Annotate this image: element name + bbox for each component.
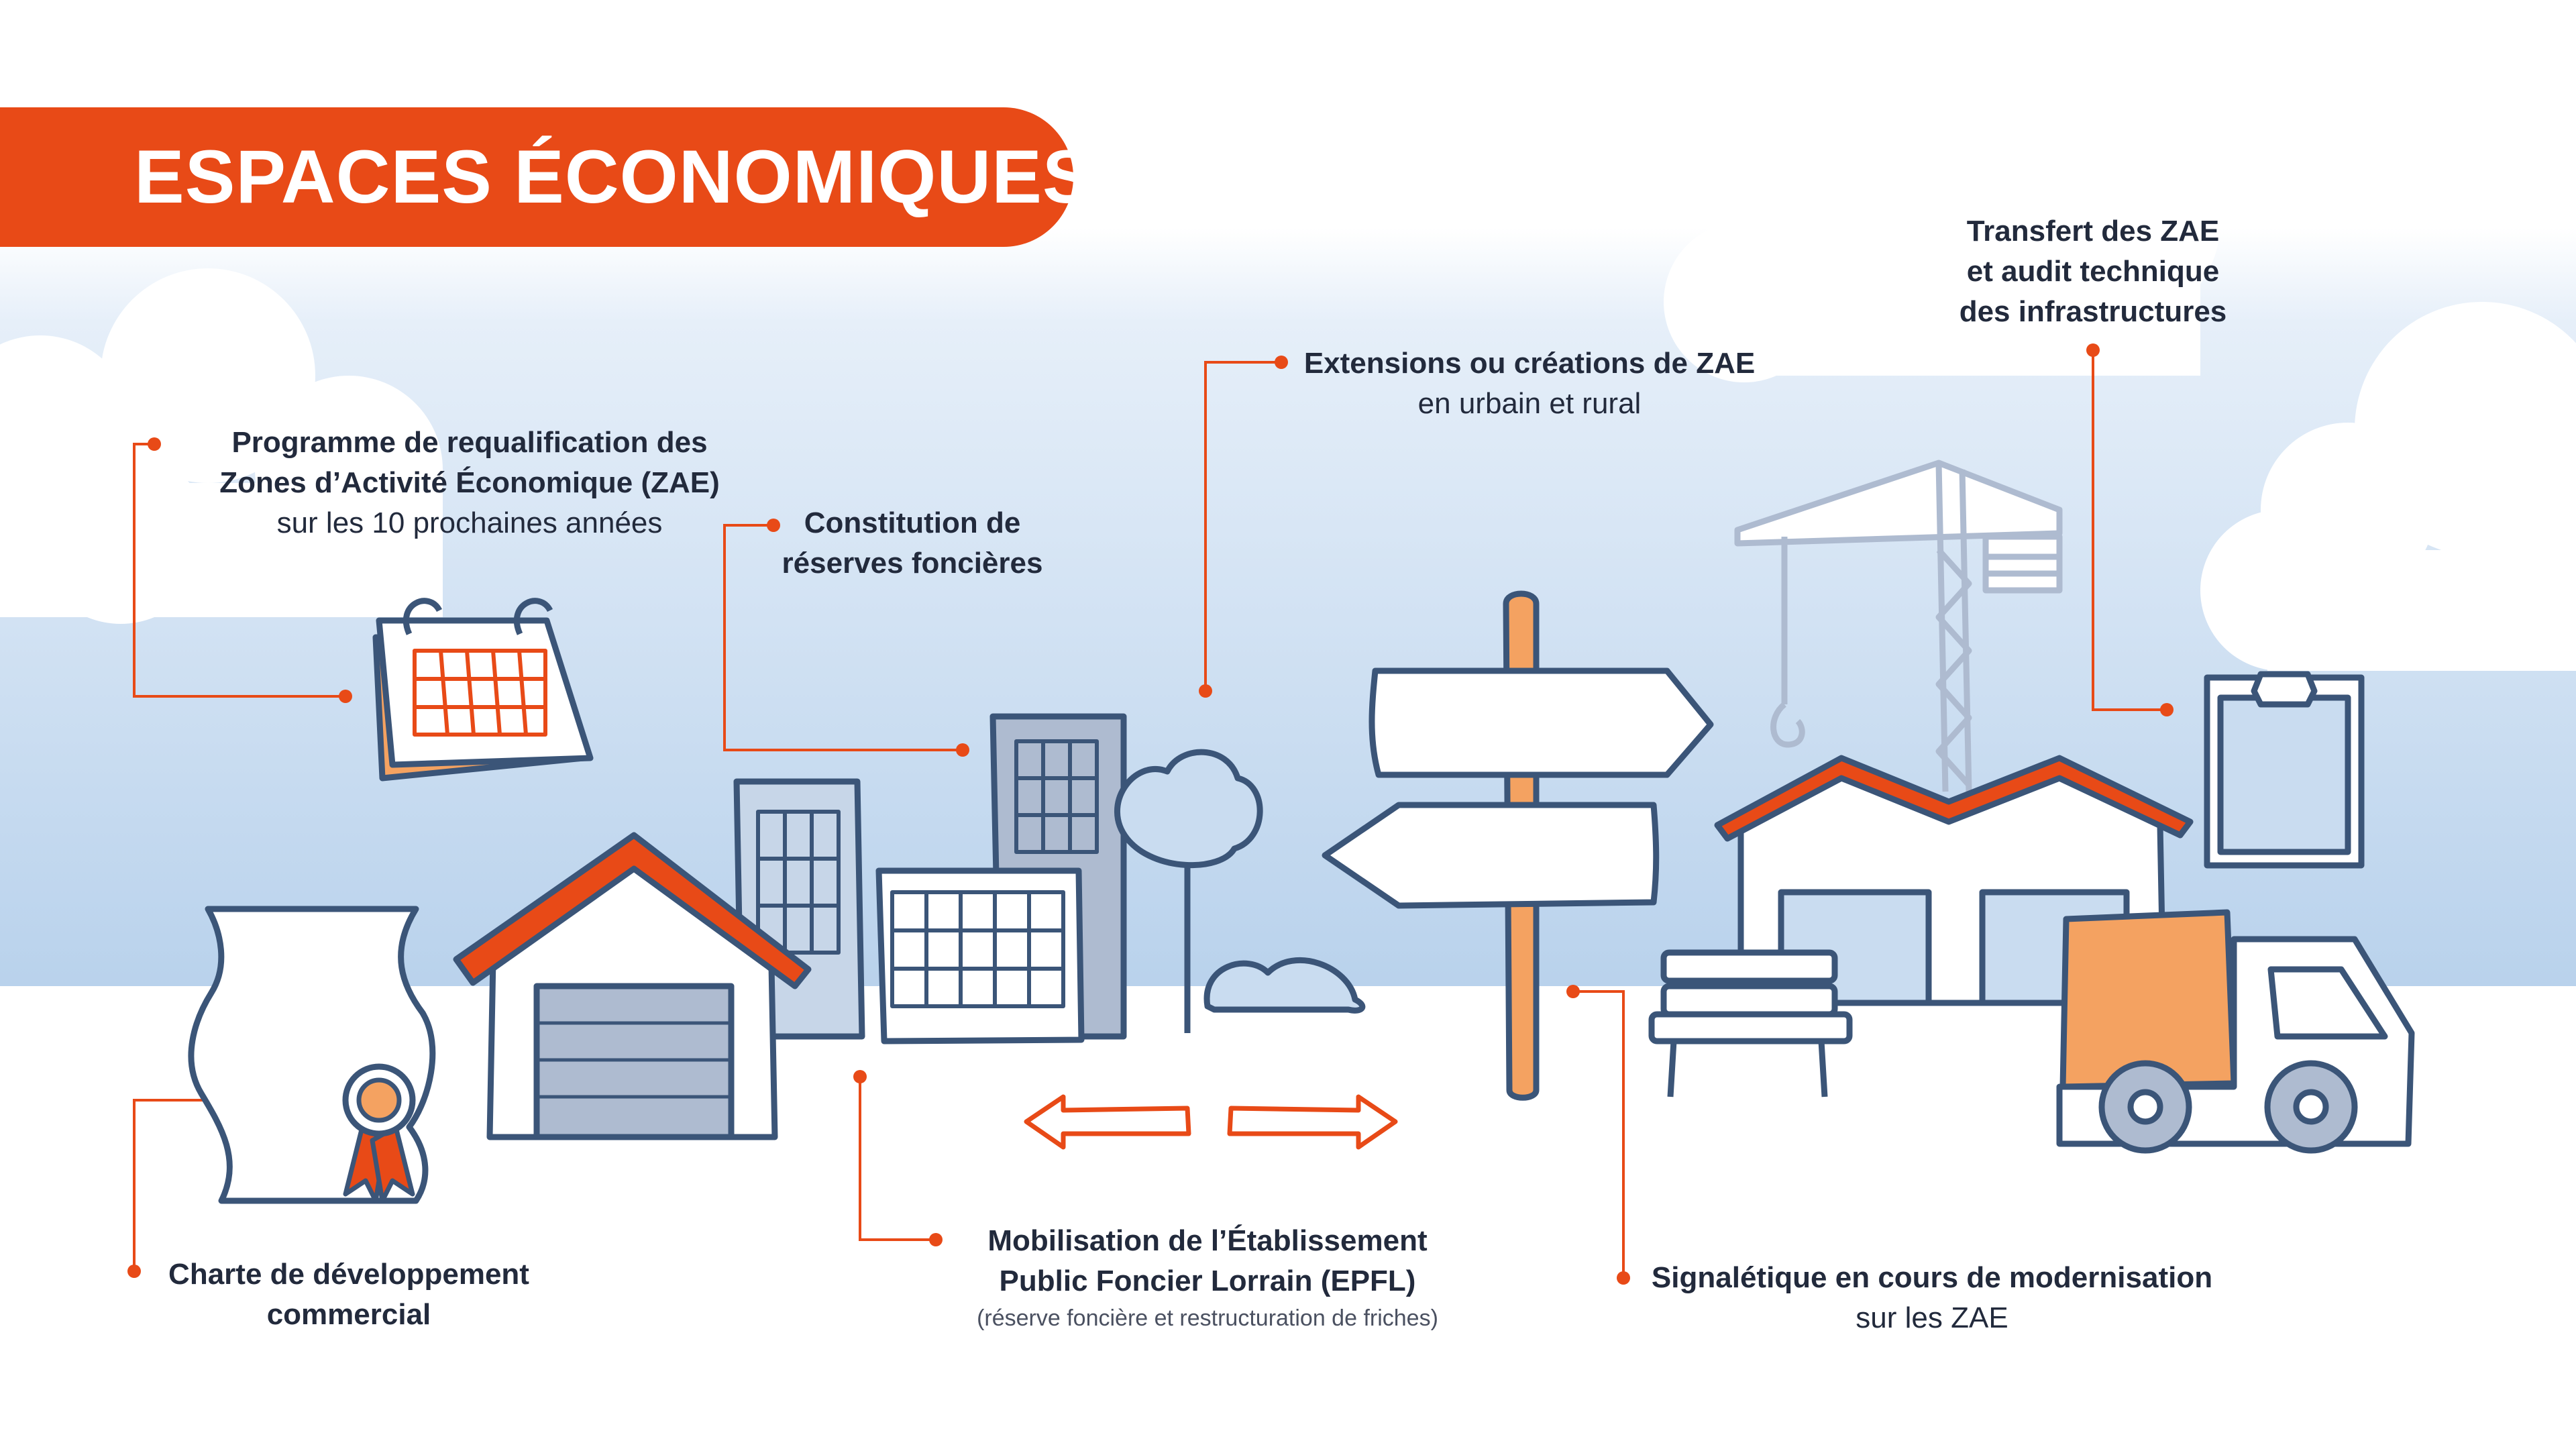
crane-icon xyxy=(1737,463,2059,792)
bench-icon xyxy=(1652,953,1849,1097)
caption-epfl-line2: Public Foncier Lorrain (EPFL) xyxy=(999,1265,1416,1297)
buildings-icon xyxy=(737,716,1124,1041)
truck-icon xyxy=(2059,912,2412,1150)
caption-epfl-line1: Mobilisation de l’Établissement xyxy=(987,1224,1428,1257)
caption-requalification-line2: Zones d’Activité Économique (ZAE) xyxy=(219,466,720,499)
clipboard-icon xyxy=(2207,674,2361,865)
caption-transfert xyxy=(1932,211,2254,332)
caption-charte xyxy=(134,1254,564,1335)
caption-signaletique xyxy=(1617,1258,2247,1338)
caption-transfert-line1: Transfert des ZAE xyxy=(1966,215,2220,248)
caption-requalification-line1: Programme de requalification des xyxy=(231,426,708,459)
caption-extensions-line1: Extensions ou créations de ZAE xyxy=(1303,347,1756,380)
caption-transfert-line2: et audit technique xyxy=(1966,255,2220,288)
caption-epfl-line3: (réserve foncière et restructuration de friches) xyxy=(977,1305,1438,1331)
tree-icon xyxy=(1117,752,1362,1033)
caption-reserves-line2: réserves foncières xyxy=(782,547,1043,580)
caption-extensions xyxy=(1261,343,1798,424)
calendar-icon xyxy=(376,601,590,778)
certificate-icon xyxy=(191,909,433,1201)
caption-signaletique-line1: Signalétique en cours de modernisation xyxy=(1651,1261,2213,1294)
caption-signaletique-line2: sur les ZAE xyxy=(1856,1301,2008,1334)
caption-requalification-line3: sur les 10 prochaines années xyxy=(276,506,663,539)
caption-reserves-line1: Constitution de xyxy=(804,506,1021,539)
title-banner xyxy=(0,107,1093,247)
page-title: ESPACES ÉCONOMIQUES xyxy=(134,135,1093,219)
caption-transfert-line3: des infrastructures xyxy=(1959,295,2227,328)
caption-extensions-line2: en urbain et rural xyxy=(1417,387,1642,420)
caption-epfl xyxy=(926,1221,1489,1335)
double-arrow-icon xyxy=(1026,1097,1395,1147)
caption-charte-line1: Charte de développement xyxy=(168,1258,529,1291)
caption-charte-line2: commercial xyxy=(266,1298,431,1331)
caption-reserves xyxy=(751,503,1073,584)
caption-requalification xyxy=(148,423,792,543)
